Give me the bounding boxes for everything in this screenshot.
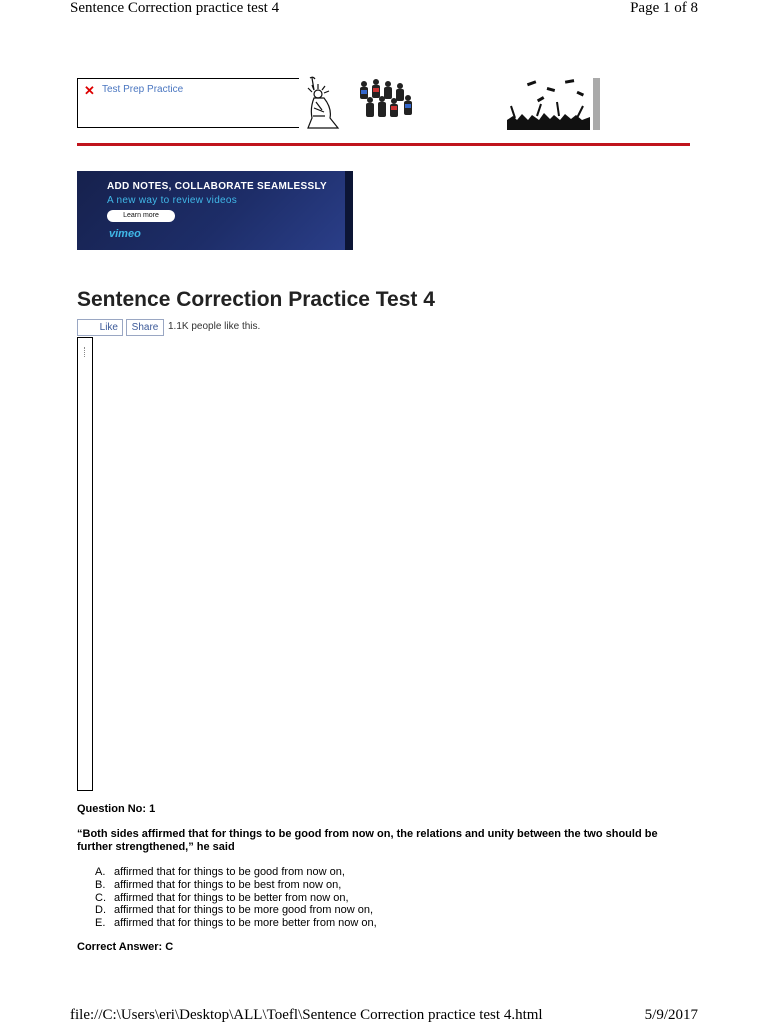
question-text: “Both sides affirmed that for things to be good from now on, the relations and unity between the two should be further strengthened,” he said (77, 828, 658, 853)
header-divider (77, 143, 690, 146)
print-header-title: Sentence Correction practice test 4 (70, 0, 280, 16)
page-title: Sentence Correction Practice Test 4 (77, 288, 435, 311)
facebook-like-button[interactable]: Like (77, 319, 123, 336)
correct-answer: Correct Answer: C (77, 941, 174, 953)
ad-brand-logo: vimeo (109, 228, 141, 240)
vimeo-advertisement[interactable] (77, 171, 353, 250)
ad-edge (345, 171, 353, 250)
logo-alt-text: Test Prep Practice (102, 84, 184, 95)
graduation-celebration-illustration (507, 78, 600, 130)
ad-subheadline: A new way to review videos (107, 195, 238, 206)
statue-of-liberty-illustration (302, 76, 420, 130)
ad-learn-more-button[interactable]: Learn more (107, 210, 175, 222)
print-footer-path: file://C:\Users\eri\Desktop\ALL\Toefl\Sentence Correction practice test 4.html (70, 1007, 543, 1023)
option-a: A. affirmed that for things to be good from now on, (95, 866, 345, 878)
site-logo[interactable] (77, 78, 299, 128)
print-footer-date: 5/9/2017 (644, 1007, 698, 1023)
option-d: D. affirmed that for things to be more good from now on, (95, 904, 374, 917)
embedded-frame (77, 337, 93, 791)
broken-image-icon: ✕ (84, 83, 95, 98)
answer-options (95, 866, 377, 930)
option-c: C. affirmed that for things to be better from now on, (95, 891, 349, 904)
frame-scroll-marker (84, 347, 86, 357)
like-count: 1.1K people like this. (168, 321, 261, 332)
facebook-share-button[interactable]: Share (126, 319, 164, 336)
print-header-page: Page 1 of 8 (630, 0, 698, 16)
option-e: E. affirmed that for things to be more better from now on, (95, 917, 377, 930)
option-b: B. affirmed that for things to be best from now on, (95, 878, 342, 891)
question-label: Question No: 1 (77, 803, 156, 815)
ad-headline: ADD NOTES, COLLABORATE SEAMLESSLY (107, 181, 327, 192)
